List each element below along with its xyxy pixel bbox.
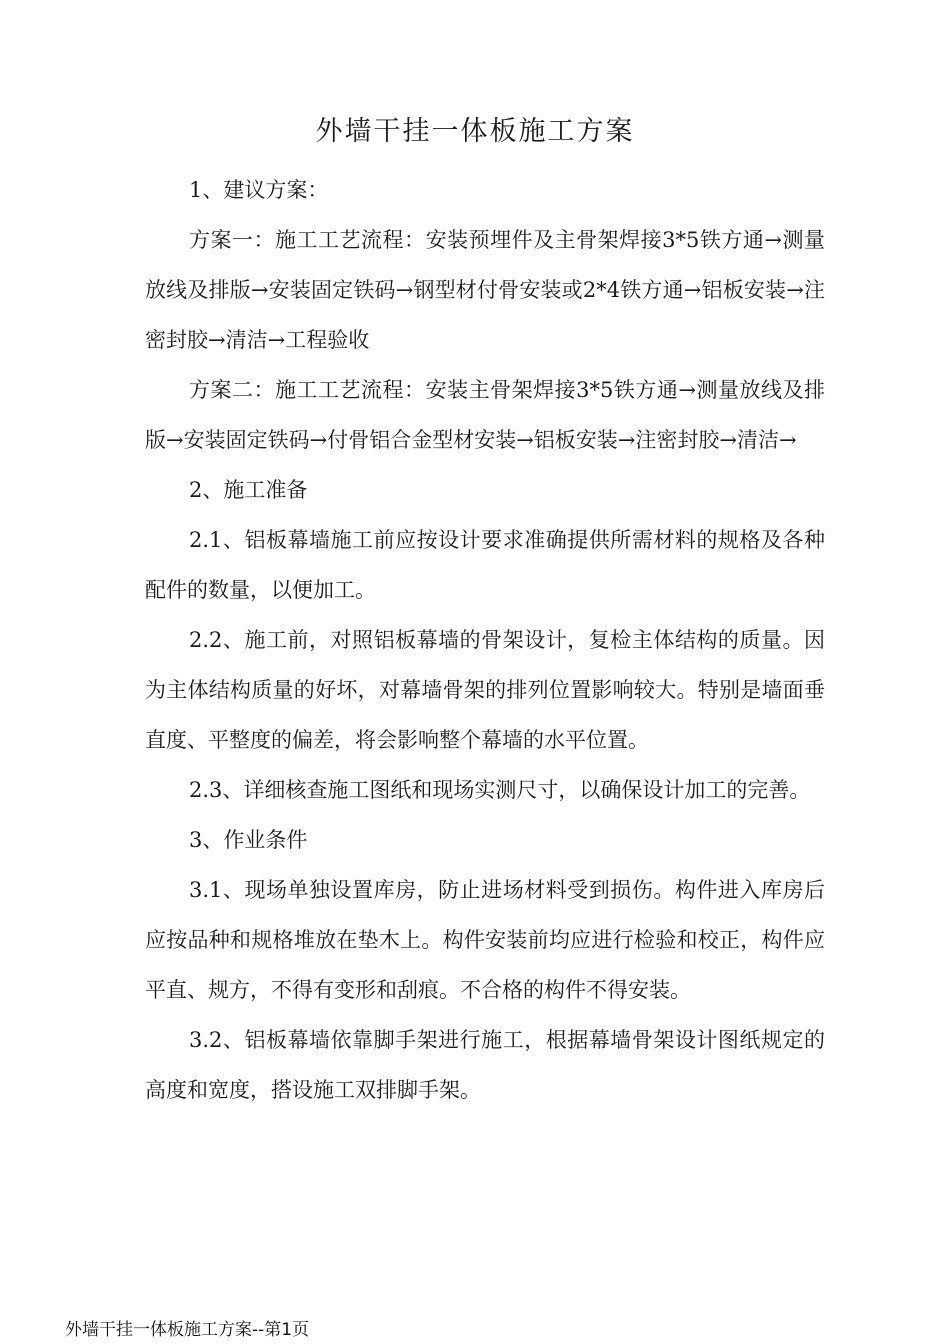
paragraph-3-1: 3.1、现场单独设置库房，防止进场材料受到损伤。构件进入库房后应按品种和规格堆放在垫木上。构件安装前均应进行检验和校正，构件应平直、规方，不得有变形和刮痕。不合格的构件不得安装。: [145, 878, 825, 1002]
section-heading-3: 3、作业条件: [189, 828, 308, 852]
paragraph-2-1: 2.1、铝板幕墙施工前应按设计要求准确提供所需材料的规格及各种配件的数量，以便加工。: [145, 528, 825, 602]
document-body: [145, 165, 825, 1115]
paragraph-plan-two: 方案二：施工工艺流程：安装主骨架焊接3*5铁方通→测量放线及排版→安装固定铁码→付骨铝合金型材安装→铝板安装→注密封胶→清洁→: [145, 378, 825, 452]
document-title: 外墙干挂一体板施工方案: [315, 116, 635, 147]
section-heading-2: 2、施工准备: [189, 478, 308, 502]
paragraph-2-3: 2.3、详细核查施工图纸和现场实测尺寸，以确保设计加工的完善。: [189, 778, 811, 802]
paragraph-plan-one: 方案一：施工工艺流程：安装预埋件及主骨架焊接3*5铁方通→测量放线及排版→安装固定铁码→钢型材付骨安装或2*4铁方通→铝板安装→注密封胶→清洁→工程验收: [145, 228, 825, 352]
page-footer: 外墙干挂一体板施工方案--第1页: [65, 1320, 310, 1340]
paragraph-3-2: 3.2、铝板幕墙依靠脚手架进行施工，根据幕墙骨架设计图纸规定的高度和宽度，搭设施工双排脚手架。: [145, 1028, 825, 1102]
paragraph-2-2: 2.2、施工前，对照铝板幕墙的骨架设计，复检主体结构的质量。因为主体结构质量的好坏，对幕墙骨架的排列位置影响较大。特别是墙面垂直度、平整度的偏差，将会影响整个幕墙的水平位置。: [145, 628, 825, 752]
section-heading-1: 1、建议方案：: [189, 178, 329, 202]
